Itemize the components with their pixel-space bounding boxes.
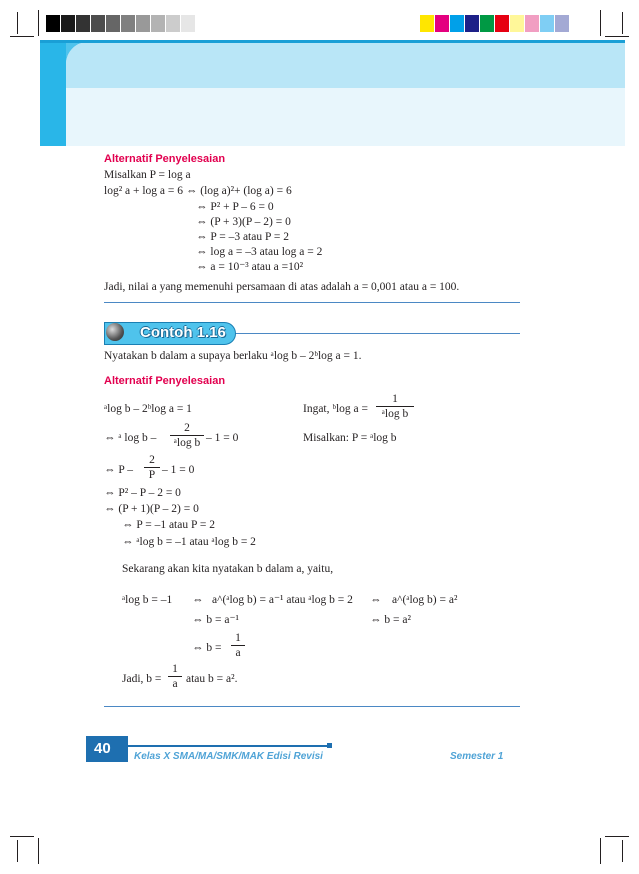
gray-swatch	[181, 15, 196, 32]
color-swatch	[420, 15, 435, 32]
step: ⇔ b = a²	[370, 614, 411, 626]
text-line: ⇔ a = 10⁻³ atau a =10²	[196, 261, 304, 273]
step: ᵃlog b – 2ᵇlog a = 1	[104, 403, 192, 415]
case-left: ᵃlog b = –1	[122, 594, 173, 606]
crop-mark	[38, 10, 39, 36]
crop-mark	[622, 12, 623, 34]
numerator: 1	[172, 663, 178, 675]
text-line: ⇔ P² + P – 6 = 0	[196, 201, 274, 213]
denominator: ᵃlog b	[381, 408, 409, 420]
text-line: log² a + log a = 6 ⇔ (log a)²+ (log a) = 6	[104, 185, 292, 197]
crop-mark	[17, 840, 18, 862]
fraction	[144, 454, 160, 481]
color-calibration-bar	[420, 15, 570, 32]
crop-mark	[605, 36, 629, 37]
text-line: ⇔ P = –3 atau P = 2	[196, 231, 289, 243]
step: ⇔ ᵃ log b –	[104, 432, 157, 444]
color-swatch	[510, 15, 525, 32]
footer-rule-end	[327, 743, 332, 748]
note-ingat: Ingat, ᵇlog a =	[303, 403, 368, 415]
footer-rule	[128, 745, 328, 747]
text-line: ⇔ log a = –3 atau log a = 2	[196, 246, 323, 258]
denominator: a	[172, 678, 178, 690]
gray-swatch	[196, 15, 211, 32]
semester: Semester 1	[450, 751, 504, 762]
fraction	[231, 632, 245, 659]
example-title: Contoh 1.16	[140, 324, 226, 341]
fraction	[170, 422, 204, 449]
note-misalkan: Misalkan: P = ᵃlog b	[303, 432, 397, 444]
gray-swatch	[91, 15, 106, 32]
crop-mark	[17, 12, 18, 34]
numerator: 2	[149, 454, 155, 466]
divider	[234, 333, 520, 334]
color-swatch	[450, 15, 465, 32]
step: ⇔ b = a⁻¹	[192, 614, 239, 626]
color-swatch	[525, 15, 540, 32]
denominator: P	[148, 469, 156, 481]
color-swatch	[465, 15, 480, 32]
text-line: Misalkan P = log a	[104, 169, 191, 181]
gray-swatch	[106, 15, 121, 32]
numerator: 2	[184, 422, 190, 434]
gray-swatch	[166, 15, 181, 32]
fraction	[168, 663, 182, 690]
crop-mark	[10, 836, 34, 837]
step: ⇔ P = –1 atau P = 2	[122, 519, 215, 531]
color-swatch	[495, 15, 510, 32]
denominator: a	[235, 647, 241, 659]
iff-symbol: ⇔	[192, 594, 204, 606]
step: ⇔ (P + 1)(P – 2) = 0	[104, 503, 199, 515]
conclusion: Jadi, nilai a yang memenuhi persamaan di atas adalah a = 0,001 atau a = 100.	[104, 281, 460, 293]
denominator: ᵃlog b	[173, 437, 201, 449]
crop-mark	[600, 10, 601, 36]
case-right-result: a^(ᵃlog b) = a²	[392, 594, 458, 606]
gray-swatch	[61, 15, 76, 32]
step: – 1 = 0	[206, 432, 239, 444]
conclusion: atau b = a².	[186, 673, 238, 685]
numerator: 1	[235, 632, 241, 644]
divider	[104, 302, 520, 303]
case-left-result: a^(ᵃlog b) = a⁻¹ atau ᵃlog b = 2	[212, 594, 353, 606]
gray-swatch	[121, 15, 136, 32]
crop-mark	[622, 840, 623, 862]
color-swatch	[555, 15, 570, 32]
step: – 1 = 0	[162, 464, 195, 476]
crop-mark	[605, 836, 629, 837]
bullet-sphere-icon	[106, 323, 124, 341]
text-line: ⇔ (P + 3)(P – 2) = 0	[196, 216, 291, 228]
step: ⇔ P –	[104, 464, 133, 476]
crop-mark	[10, 36, 34, 37]
book-title: Kelas X SMA/MA/SMK/MAK Edisi Revisi	[134, 751, 323, 762]
page-number: 40	[94, 740, 111, 757]
grayscale-calibration-bar	[46, 15, 211, 32]
section-heading: Alternatif Penyelesaian	[104, 375, 226, 387]
section-heading: Alternatif Penyelesaian	[104, 153, 226, 165]
color-swatch	[435, 15, 450, 32]
step: ⇔ b =	[192, 642, 222, 654]
crop-mark	[600, 838, 601, 864]
divider	[104, 706, 520, 707]
color-swatch	[540, 15, 555, 32]
conclusion: Jadi, b =	[122, 673, 162, 685]
iff-symbol: ⇔	[370, 594, 382, 606]
gray-swatch	[151, 15, 166, 32]
example-statement: Nyatakan b dalam a supaya berlaku ᵃlog b – 2ᵇlog a = 1.	[104, 350, 362, 362]
step: ⇔ P² – P – 2 = 0	[104, 487, 181, 499]
color-swatch	[480, 15, 495, 32]
step: ⇔ ᵃlog b = –1 atau ᵃlog b = 2	[122, 536, 256, 548]
text-line: Sekarang akan kita nyatakan b dalam a, yaitu,	[122, 563, 334, 575]
crop-mark	[38, 838, 39, 864]
gray-swatch	[46, 15, 61, 32]
fraction	[376, 393, 414, 420]
gray-swatch	[76, 15, 91, 32]
gray-swatch	[136, 15, 151, 32]
numerator: 1	[392, 393, 398, 405]
